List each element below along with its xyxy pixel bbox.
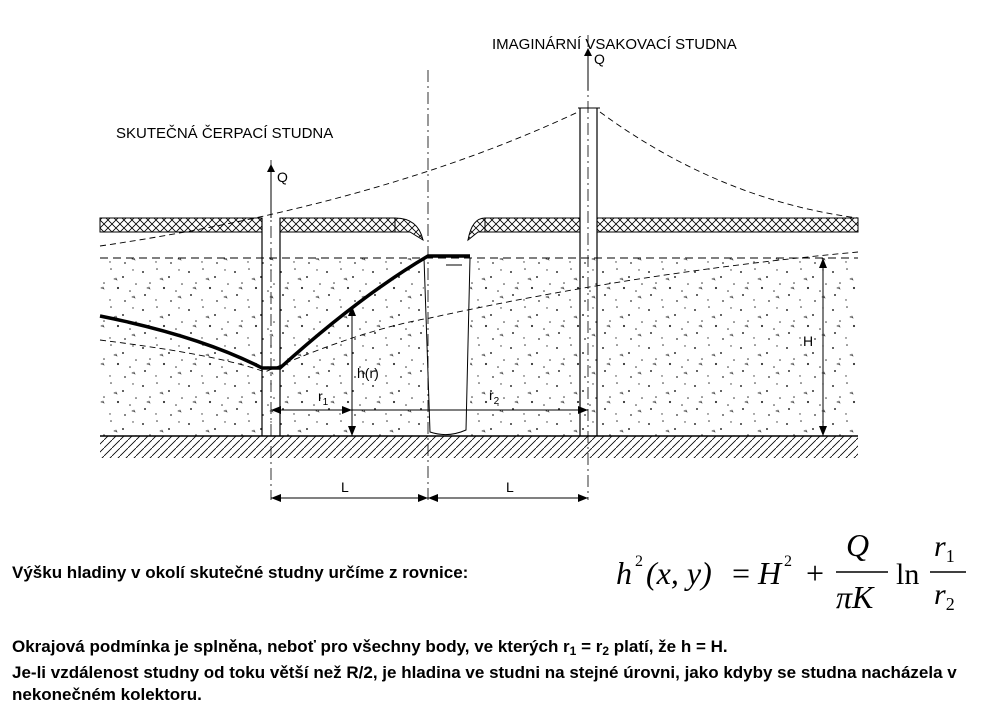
impermeable-base <box>100 436 858 458</box>
real-well-label: SKUTEČNÁ ČERPACÍ STUDNA <box>116 125 334 142</box>
formula-r2: $r_2$ <box>934 578 955 614</box>
r2-label: $r_2$ <box>489 387 500 407</box>
intro-sentence: Výšku hladiny v okolí skutečné studny určíme z rovnice: <box>12 563 469 582</box>
formula-args: (x, y) <box>646 555 712 591</box>
r1-label: $r_1$ <box>318 388 329 408</box>
distance-note: Je-li vzdálenost studny od toku větší než R/2, je hladina ve studni na stejné úrovni, jako kdyby se studna nacházela v nekonečném kolektoru. <box>12 663 957 704</box>
top-soil <box>100 218 858 240</box>
hr-label: h(r) <box>357 365 379 381</box>
H-label: H <box>803 333 814 349</box>
formula-eq: = <box>732 555 751 591</box>
formula-r1: $r_1$ <box>934 530 955 566</box>
formula-H: H <box>758 555 782 591</box>
formula <box>616 527 966 615</box>
formula-h: h <box>616 555 632 591</box>
q-label-imaginary: Q <box>594 51 605 67</box>
q-label-real: Q <box>277 169 288 185</box>
L-label-left: L <box>341 479 349 495</box>
formula-H-exp: 2 <box>784 553 792 570</box>
formula-Q: Q <box>846 527 870 563</box>
boundary-paragraph <box>12 636 987 706</box>
river-channel <box>424 258 470 436</box>
L-label-right: L <box>506 479 514 495</box>
formula-ln: ln <box>896 558 920 591</box>
boundary-condition-line: Okrajová podmínka je splněna, neboť pro všechny body, ve kterých $r_1 = r_2$ platí, že h = H. <box>12 637 728 658</box>
formula-h-exp: 2 <box>635 553 643 570</box>
imaginary-well-label: IMAGINÁRNÍ VSAKOVACÍ STUDNA <box>492 36 737 53</box>
L-dimensions <box>271 494 588 502</box>
formula-plus: + <box>806 555 825 591</box>
formula-piK: πK <box>836 579 874 615</box>
